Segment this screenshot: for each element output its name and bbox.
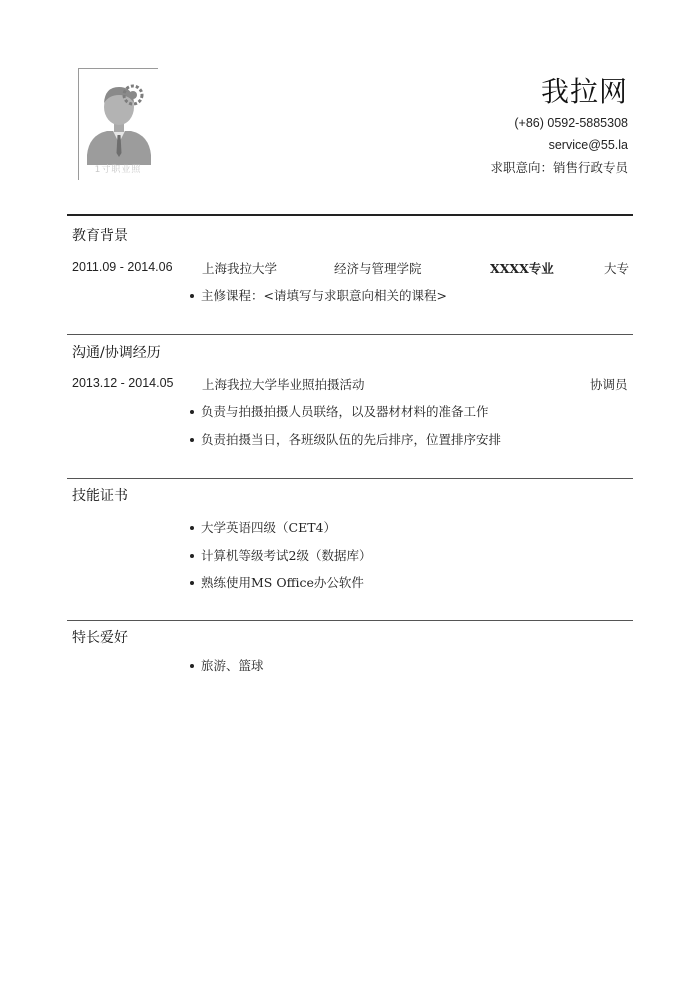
skills-title: 技能证书 [72,488,128,504]
experience-date: 2013.12 - 2014.05 [72,376,174,390]
education-major: XXXX专业 [490,261,554,276]
section-divider [67,478,633,479]
candidate-name: 我拉网 [540,75,628,108]
bullet-icon [190,664,194,668]
education-degree: 大专 [604,261,630,276]
section-divider [67,214,633,216]
education-school: 上海我拉大学 [202,261,278,276]
list-item: 熟练使用MS Office办公软件 [190,573,364,591]
education-title: 教育背景 [72,228,128,244]
hobbies-title: 特长爱好 [72,630,128,646]
experience-role: 协调员 [590,377,628,392]
phone-number: (+86) 0592-5885308 [514,116,628,130]
list-item: 旅游、篮球 [190,656,264,674]
job-intention: 求职意向：销售行政专员 [490,160,628,175]
experience-title: 沟通/协调经历 [72,345,161,361]
profile-photo [78,68,158,180]
list-item: 主修课程：<请填写与求职意向相关的课程> [190,286,447,304]
bullet-icon [190,410,194,414]
email-address: service@55.la [548,138,628,152]
section-divider [67,620,633,621]
education-date: 2011.09 - 2014.06 [72,260,173,274]
list-item: 负责与拍摄拍摄人员联络，以及器材材料的准备工作 [190,402,489,420]
bullet-icon [190,554,194,558]
section-divider [67,334,633,335]
education-college: 经济与管理学院 [334,261,422,276]
experience-event: 上海我拉大学毕业照拍摄活动 [202,377,365,392]
bullet-icon [190,526,194,530]
bullet-icon [190,438,194,442]
bullet-icon [190,581,194,585]
list-item: 计算机等级考试2级（数据库） [190,546,371,564]
list-item: 大学英语四级（CET4） [190,518,336,536]
list-item: 负责拍摄当日，各班级队伍的先后排序，位置排序安排 [190,430,501,448]
bullet-icon [190,294,194,298]
photo-caption: 1寸职业照 [94,165,142,175]
